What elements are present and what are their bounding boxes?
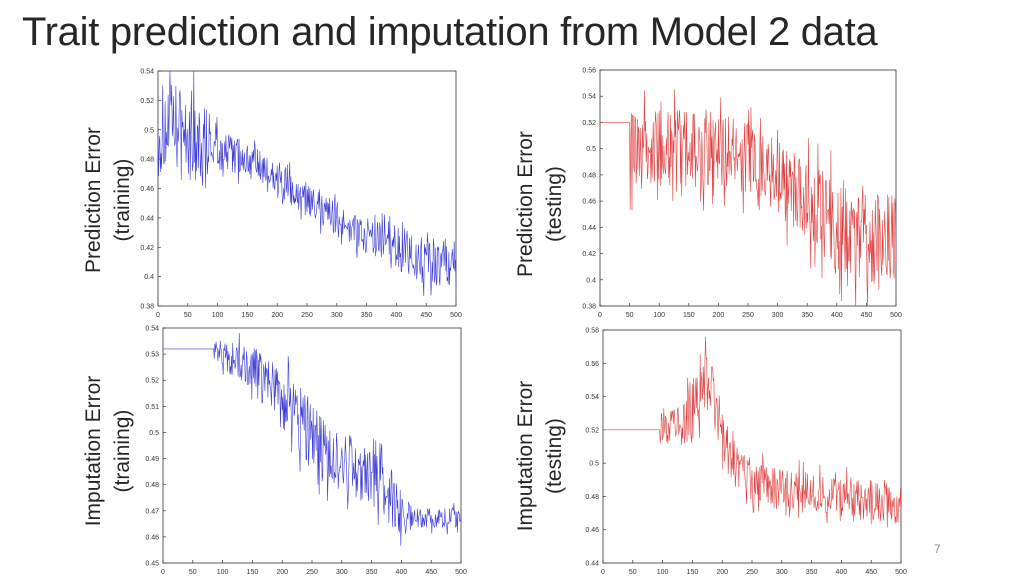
y-tick-label: 0.54 (140, 68, 154, 76)
y-tick-label: 0.47 (145, 508, 159, 516)
ylabel-line1: Prediction Error (82, 127, 105, 273)
x-tick-label: 0 (161, 569, 165, 576)
x-tick-label: 350 (360, 312, 373, 319)
x-tick-label: 200 (712, 312, 725, 319)
y-tick-label: 0.42 (140, 244, 154, 252)
imputation-training-chart (130, 322, 470, 576)
x-tick-label: 300 (775, 569, 788, 576)
x-tick-label: 100 (211, 312, 224, 319)
x-tick-label: 500 (450, 312, 462, 319)
page-number: 7 (934, 542, 941, 556)
y-tick-label: 0.54 (145, 325, 159, 333)
x-tick-label: 350 (805, 569, 818, 576)
ylabel-line1: Imputation Error (82, 375, 105, 527)
plot-frame (603, 330, 901, 563)
x-tick-label: 350 (801, 312, 814, 319)
y-tick-label: 0.52 (582, 119, 596, 127)
y-tick-label: 0.52 (145, 377, 159, 385)
x-tick-label: 300 (330, 312, 343, 319)
x-tick-label: 250 (301, 312, 313, 319)
x-tick-label: 250 (742, 312, 754, 319)
x-tick-label: 100 (653, 312, 666, 319)
ylabel-line1: Prediction Error (514, 131, 537, 277)
slide-title: Trait prediction and imputation from Model 2 data (22, 10, 878, 54)
y-tick-label: 0.44 (585, 560, 599, 568)
x-tick-label: 450 (860, 312, 873, 319)
x-tick-label: 300 (771, 312, 784, 319)
plot-frame (163, 328, 461, 563)
ylabel-line2: (training) (111, 158, 134, 242)
y-tick-label: 0.45 (145, 560, 159, 568)
x-tick-label: 500 (455, 569, 467, 576)
y-tick-label: 0.56 (585, 360, 599, 368)
x-tick-label: 250 (306, 569, 318, 576)
x-tick-label: 200 (276, 569, 289, 576)
x-tick-label: 0 (601, 569, 605, 576)
y-tick-label: 0.46 (145, 534, 159, 542)
y-tick-label: 0.46 (140, 186, 154, 193)
x-tick-label: 50 (183, 312, 192, 319)
y-tick-label: 0.54 (582, 93, 596, 101)
x-tick-label: 400 (830, 312, 843, 319)
ylabel-line1: Imputation Error (514, 380, 537, 532)
y-tick-label: 0.48 (145, 482, 159, 490)
y-tick-label: 0.5 (149, 429, 159, 437)
x-tick-label: 150 (241, 312, 254, 319)
y-tick-label: 0.53 (145, 351, 159, 359)
x-tick-label: 450 (865, 569, 878, 576)
x-tick-label: 150 (246, 569, 259, 576)
x-tick-label: 500 (890, 312, 902, 319)
y-tick-label: 0.58 (585, 327, 599, 335)
x-tick-label: 350 (365, 569, 378, 576)
y-tick-label: 0.56 (582, 67, 596, 75)
x-tick-label: 200 (271, 312, 284, 319)
x-tick-label: 0 (598, 312, 602, 319)
ylabel-imputation-testing (508, 326, 572, 586)
x-tick-label: 300 (335, 569, 348, 576)
y-tick-label: 0.46 (582, 198, 596, 206)
y-tick-label: 0.42 (582, 251, 596, 259)
x-tick-label: 200 (716, 569, 729, 576)
y-tick-label: 0.44 (140, 215, 154, 223)
ylabel-line2: (testing) (543, 418, 566, 494)
y-tick-label: 0.4 (586, 277, 596, 285)
plot-frame (158, 71, 456, 306)
x-tick-label: 50 (628, 569, 637, 576)
y-tick-label: 0.5 (589, 460, 599, 468)
x-tick-label: 150 (686, 569, 699, 576)
x-tick-label: 150 (682, 312, 695, 319)
x-tick-label: 400 (835, 569, 848, 576)
prediction-testing-chart (570, 62, 910, 322)
y-tick-label: 0.48 (140, 156, 154, 164)
x-tick-label: 450 (425, 569, 438, 576)
y-tick-label: 0.44 (582, 224, 596, 232)
x-tick-label: 100 (656, 569, 669, 576)
x-tick-label: 500 (895, 569, 907, 576)
x-tick-label: 0 (156, 312, 160, 319)
y-tick-label: 0.51 (145, 403, 159, 411)
y-tick-label: 0.54 (585, 394, 599, 402)
ylabel-prediction-testing (508, 74, 572, 334)
x-tick-label: 50 (625, 312, 634, 319)
x-tick-label: 250 (746, 569, 758, 576)
y-tick-label: 0.49 (145, 456, 159, 464)
y-tick-label: 0.52 (140, 97, 154, 105)
y-tick-label: 0.46 (585, 527, 599, 535)
y-tick-label: 0.48 (585, 493, 599, 501)
y-tick-label: 0.52 (585, 427, 599, 435)
ylabel-line2: (testing) (543, 166, 566, 242)
y-tick-label: 0.4 (144, 274, 154, 282)
x-tick-label: 50 (188, 569, 197, 576)
y-tick-label: 0.48 (582, 172, 596, 180)
y-tick-label: 0.5 (144, 127, 154, 135)
y-tick-label: 0.38 (582, 303, 596, 311)
ylabel-line2: (training) (111, 409, 134, 493)
x-tick-label: 450 (420, 312, 433, 319)
y-tick-label: 0.5 (586, 146, 596, 154)
x-tick-label: 400 (390, 312, 403, 319)
imputation-testing-chart (570, 322, 910, 576)
prediction-training-chart (130, 62, 470, 322)
y-tick-label: 0.38 (140, 303, 154, 311)
x-tick-label: 100 (216, 569, 229, 576)
x-tick-label: 400 (395, 569, 408, 576)
